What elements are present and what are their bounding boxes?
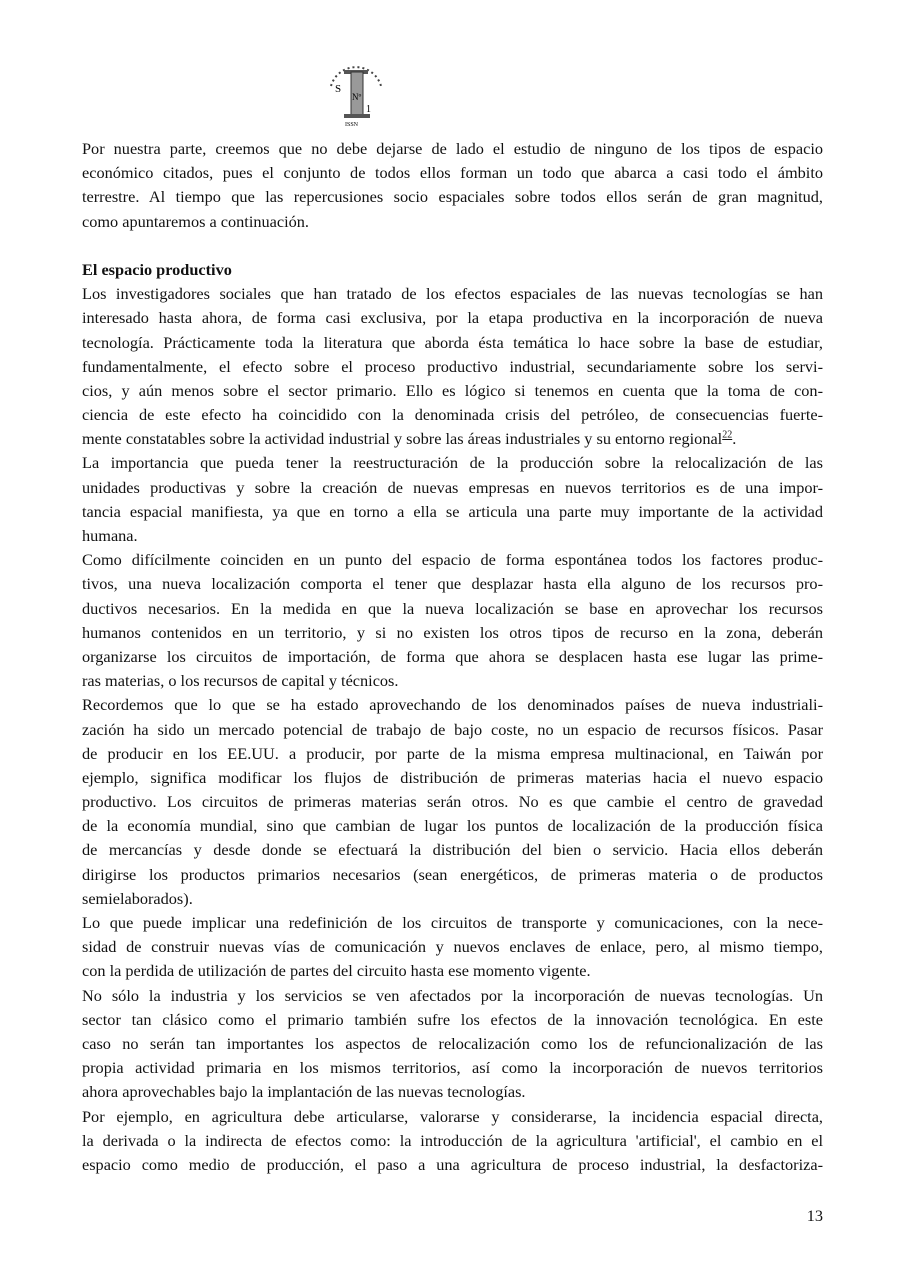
text-line: humanos contenidos en un territorio, y si no existen los otros tipos de recurso en la zona, deberán xyxy=(82,622,823,642)
text-line: dirigirse los productos primarios necesarios (sean energéticos, de primeras materia o de productos xyxy=(82,864,823,884)
text-line: espacio como medio de producción, el paso a una agricultura de proceso industrial, la desfactoriza- xyxy=(82,1154,823,1174)
text-line: Recordemos que lo que se ha estado aprovechando de los denominados países de nueva industriali- xyxy=(82,695,823,715)
svg-text:S: S xyxy=(335,83,342,95)
text-line: Los investigadores sociales que han tratado de los efectos espaciales de las nuevas tecnologías se han xyxy=(82,284,823,304)
text-line: con la perdida de utilización de partes del circuito hasta ese momento vigente. xyxy=(82,961,591,981)
text-line-content: mente constatables sobre la actividad industrial y sobre las áreas industriales y su entorno regional xyxy=(82,429,723,449)
text-line: de producir en los EE.UU. a producir, por parte de la misma empresa multinacional, en Taiwán por xyxy=(82,743,823,763)
text-line: propia actividad primaria en los mismos territorios, así como la incorporación de nuevos territorios xyxy=(82,1058,823,1078)
text-line: fundamentalmente, el efecto sobre el proceso productivo industrial, secundariamente sobre los servi- xyxy=(82,356,823,376)
journal-logo xyxy=(325,56,387,128)
section-heading: El espacio productivo xyxy=(82,259,232,279)
paragraph xyxy=(82,1105,823,1178)
text-line: la derivada o la indirecta de efectos como: la introducción de la agricultura 'artificial', el cambio en el xyxy=(82,1130,823,1150)
svg-text:Nº: Nº xyxy=(352,92,362,102)
text-line: mente constatables sobre la actividad industrial y sobre las áreas industriales y su entorno regional$^{22}$. xyxy=(82,429,737,449)
text-line: unidades productivas y sobre la creación de nuevas empresas en nuevos territorios es de una impor- xyxy=(82,477,823,497)
text-line: de mercancías y desde donde se efectuará la distribución del bien o servicio. Hacia ellos deberán xyxy=(82,840,823,860)
text-line: tivos, una nueva localización comporta el tener que desplazar hasta ella alguno de los recursos pro- xyxy=(82,574,823,594)
text-line: tancia espacial manifiesta, ya que en torno a ella se articula una parte muy importante de la actividad xyxy=(82,501,823,521)
text-line: productivo. Los circuitos de primeras materias serán otros. No es que cambie el centro de gravedad xyxy=(82,792,823,812)
paragraph xyxy=(82,548,823,693)
text-line: ciencia de este efecto ha coincidido con la denominada crisis del petróleo, de consecuencias fuerte- xyxy=(82,405,823,425)
text-line: Por ejemplo, en agricultura debe articularse, valorarse y considerarse, la incidencia espacial directa, xyxy=(82,1106,823,1126)
page-number: 13 xyxy=(806,1206,823,1225)
text-line: terrestre. Al tiempo que las repercusiones socio espaciales sobre todos ellos serán de gran magnitud, xyxy=(82,187,823,207)
text-line: No sólo la industria y los servicios se ven afectados por la incorporación de nuevas tecnologías. Un xyxy=(82,985,823,1005)
document-body xyxy=(82,137,823,1177)
text-line: Lo que puede implicar una redefinición de los circuitos de transporte y comunicaciones, con la nece- xyxy=(82,913,823,932)
paragraph xyxy=(82,451,823,548)
paragraph xyxy=(82,911,823,984)
paragraph xyxy=(82,984,823,1105)
svg-text:ISSN: ISSN xyxy=(345,122,359,128)
text-line: ductivos necesarios. En la medida en que la nueva localización se base en aprovechar los recursos xyxy=(82,598,823,618)
text-line: como apuntaremos a continuación. xyxy=(82,211,309,231)
text-line: de la economía mundial, sino que cambian de lugar los puntos de localización de la producción física xyxy=(82,816,823,836)
svg-text:1: 1 xyxy=(366,104,371,115)
paragraph xyxy=(82,282,823,451)
text-line: La importancia que pueda tener la reestructuración de la producción sobre la relocalización de las xyxy=(82,453,823,473)
text-line: tecnología. Prácticamente toda la literatura que aborda ésta temática lo hace sobre la base de estudiar, xyxy=(82,332,823,352)
text-line: Por nuestra parte, creemos que no debe dejarse de lado el estudio de ninguno de los tipos de espacio xyxy=(82,139,823,158)
footnote-link[interactable]: 22 xyxy=(722,429,733,441)
text-line: ahora aprovechables bajo la implantación de las nuevas tecnologías. xyxy=(82,1082,526,1102)
text-line: interesado hasta ahora, de forma casi exclusiva, por la etapa productiva en la incorporación de nueva xyxy=(82,308,823,328)
text-line: cios, y aún menos sobre el sector primario. Ello es lógico si tenemos en cuenta que la toma de con- xyxy=(82,380,823,400)
paragraph-intro xyxy=(82,137,823,234)
text-line: Como difícilmente coinciden en un punto del espacio de forma espontánea todos los factores produc- xyxy=(82,550,823,570)
text-line: económico citados, pues el conjunto de todos ellos forman un todo que abarca a casi todo el ámbito xyxy=(82,163,823,183)
text-line: sidad de construir nuevas vías de comunicación y nuevos enclaves de enlace, pero, al mismo tiempo, xyxy=(82,937,823,957)
text-line: ras materias, o los recursos de capital y técnicos. xyxy=(82,671,399,691)
paragraph xyxy=(82,693,823,911)
text-line: semielaborados). xyxy=(82,888,193,908)
text-line: organizarse los circuitos de importación, de forma que ahora se desplacen hasta ese lugar las prime- xyxy=(82,646,823,666)
text-line: sector tan clásico como el primario también sufre los efectos de la innovación tecnológica. En este xyxy=(82,1009,823,1029)
text-line: humana. xyxy=(82,526,138,545)
text-line: zación ha sido un mercado potencial de trabajo de bajo coste, no un espacio de recursos físicos. Pasar xyxy=(82,719,823,739)
text-line: caso no serán tan importantes los aspectos de relocalización como los de refuncionalización de las xyxy=(82,1033,823,1053)
text-line: ejemplo, significa modificar los flujos de distribución de primeras materias hacia el nuevo espacio xyxy=(82,767,823,787)
